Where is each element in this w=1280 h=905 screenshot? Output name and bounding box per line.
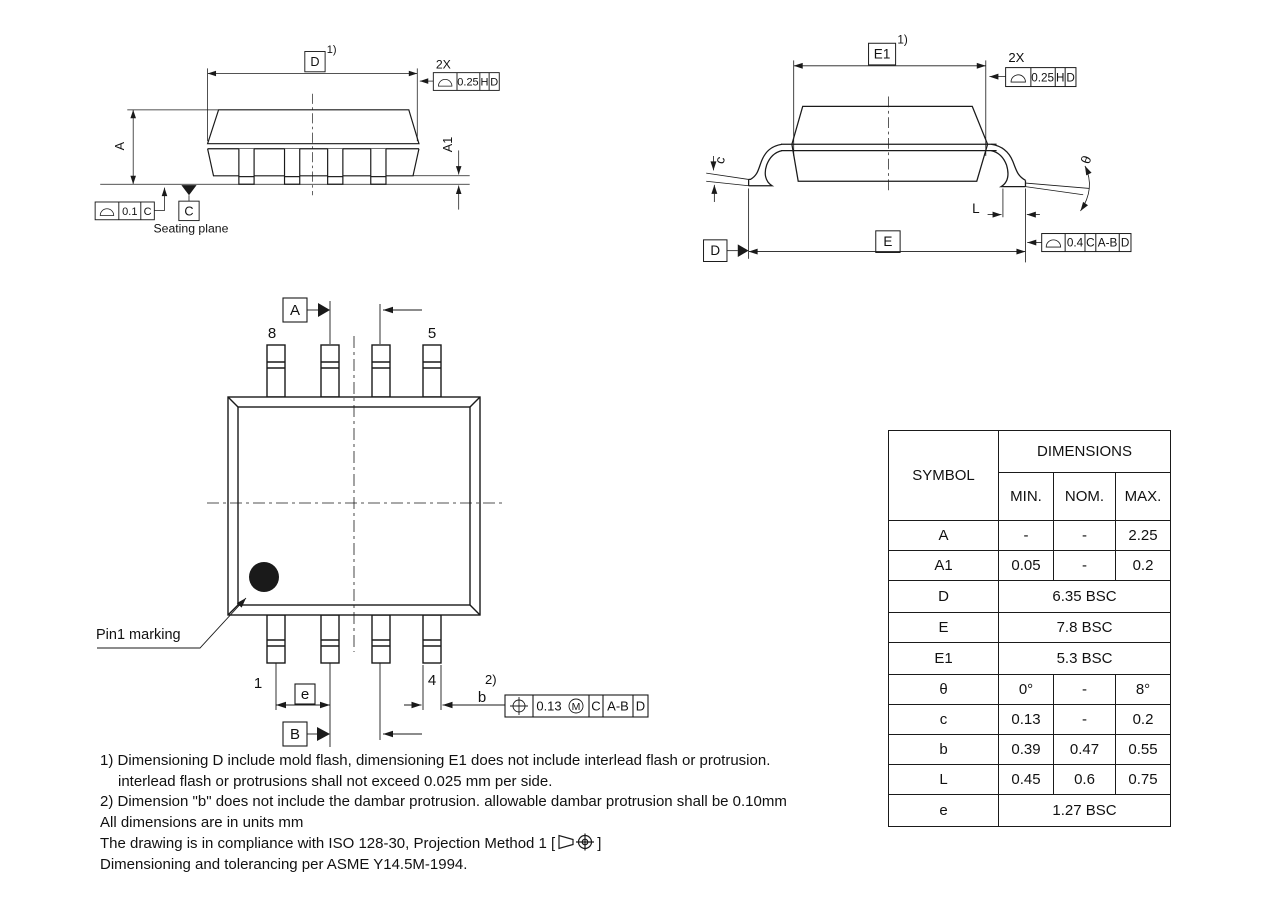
datum-c-label: C	[184, 204, 194, 219]
fcf-profile-0.4	[1027, 234, 1131, 252]
svg-text:M: M	[571, 701, 581, 713]
position-symbol-icon	[510, 697, 528, 715]
cell-nom: -	[1054, 675, 1116, 705]
note-projection-text: The drawing is in compliance with ISO 128-30, Projection Method 1 [	[100, 835, 556, 852]
fcf-tolerance: 0.4	[1066, 236, 1084, 250]
end-view-body	[781, 106, 997, 181]
dim-D-label: D	[310, 54, 320, 69]
cell-nom: 0.6	[1054, 765, 1116, 795]
end-view-drawing	[690, 25, 1195, 305]
note-ref-1: 1)	[897, 33, 908, 47]
pin1-marking-label: Pin1 marking	[96, 627, 181, 643]
col-header-symbol: SYMBOL	[889, 431, 999, 521]
note-units: All dimensions are in units mm	[100, 813, 304, 831]
fcf-datum-2: D	[490, 76, 499, 89]
fcf-datum-1: C	[143, 206, 152, 219]
table-row	[889, 581, 1171, 613]
left-lead	[749, 144, 782, 185]
fcf-profile-0.25	[989, 50, 1076, 86]
table-row	[889, 705, 1171, 735]
fcf-datum-2: A-B	[1097, 236, 1118, 250]
table-header-row	[889, 431, 1171, 473]
cell-span-value: 5.3 BSC	[999, 643, 1171, 675]
profile-of-line-icon	[100, 209, 114, 216]
dim-A-label: A	[112, 141, 127, 151]
pin-1-label: 1	[253, 675, 263, 692]
cell-span-value: 1.27 BSC	[999, 795, 1171, 827]
top-view-drawing	[85, 290, 660, 765]
cell-symbol: c	[889, 705, 999, 735]
dimension-A1	[413, 137, 470, 210]
cell-symbol: L	[889, 765, 999, 795]
cell-symbol: D	[889, 581, 999, 613]
datum-d-triangle-icon	[738, 244, 749, 257]
cell-nom: -	[1054, 521, 1116, 551]
note-projection-bracket: ]	[597, 835, 602, 852]
dim-E-label: E	[883, 234, 893, 250]
pin1-dot-icon	[249, 562, 279, 592]
note-1-line-1: 1) Dimensioning D include mold flash, dimensioning E1 does not include interlead flash or protrusion.	[100, 752, 771, 769]
datum-c-triangle-icon	[181, 185, 196, 195]
cell-min: 0.13	[999, 705, 1054, 735]
cell-nom: 0.47	[1054, 735, 1116, 765]
pin-4-label: 4	[427, 672, 437, 689]
first-angle-projection-icon	[556, 833, 596, 851]
cell-span-value: 7.8 BSC	[999, 613, 1171, 643]
datum-a	[283, 298, 422, 344]
cell-min: 0.45	[999, 765, 1054, 795]
fcf-datum-2: A-B	[607, 698, 629, 714]
table-row	[889, 643, 1171, 675]
drawing-notes	[100, 751, 880, 875]
note-2: 2) Dimension "b" does not include the dambar protrusion. allowable dambar protrusion shall be 0.10mm	[100, 793, 787, 810]
col-header-max: MAX.	[1116, 473, 1171, 521]
table-row	[889, 551, 1171, 581]
dim-b-label: b	[477, 689, 487, 706]
side-view-drawing	[85, 25, 550, 275]
datum-a-label: A	[289, 302, 301, 319]
cell-min: 0°	[999, 675, 1054, 705]
dimension-b	[404, 665, 505, 710]
datum-a-triangle-icon	[318, 303, 330, 317]
count-2x-label: 2X	[1008, 50, 1025, 66]
cell-max: 0.2	[1116, 705, 1171, 735]
fcf-tolerance: 0.1	[122, 206, 138, 219]
seating-plane	[100, 184, 469, 235]
fcf-datum-1: H	[1055, 71, 1065, 85]
table-row	[889, 521, 1171, 551]
dimension-E1	[794, 33, 986, 156]
mmc-modifier-icon	[569, 699, 583, 713]
cell-max: 0.2	[1116, 551, 1171, 581]
table-row	[889, 795, 1171, 827]
table-row	[889, 613, 1171, 643]
datum-b-label: B	[289, 726, 301, 743]
table-row	[889, 675, 1171, 705]
pin-8-label: 8	[267, 325, 277, 342]
note-1-line-2: interlead flash or protrusions shall not exceed 0.025 mm per side.	[118, 772, 553, 790]
fcf-tolerance: 0.25	[1031, 71, 1055, 85]
dim-L-label: L	[972, 200, 980, 216]
fcf-datum-1: C	[1086, 236, 1095, 250]
cell-nom: -	[1054, 705, 1116, 735]
dim-E1-label: E1	[873, 46, 891, 62]
cell-symbol: E1	[889, 643, 999, 675]
cell-symbol: b	[889, 735, 999, 765]
dimension-E	[749, 188, 1026, 258]
cell-max: 0.75	[1116, 765, 1171, 795]
fcf-datum-1: H	[480, 76, 489, 89]
cell-max: 8°	[1116, 675, 1171, 705]
cell-max: 0.55	[1116, 735, 1171, 765]
dim-theta-label: θ	[1077, 153, 1095, 166]
fcf-flatness-0.1	[95, 188, 164, 220]
note-ref-1: 1)	[326, 44, 337, 57]
dimensions-table	[888, 430, 1171, 827]
note-projection	[100, 833, 880, 855]
cell-symbol: A	[889, 521, 999, 551]
dimension-A	[113, 110, 219, 184]
cell-span-value: 6.35 BSC	[999, 581, 1171, 613]
cell-symbol: E	[889, 613, 999, 643]
fcf-datum-3: D	[635, 698, 646, 714]
dimension-theta	[1025, 154, 1094, 211]
table-row	[889, 735, 1171, 765]
pin-5-label: 5	[427, 325, 437, 342]
cell-max: 2.25	[1116, 521, 1171, 551]
dimension-c	[706, 155, 748, 202]
col-header-min: MIN.	[999, 473, 1054, 521]
profile-of-line-icon	[438, 79, 452, 86]
fcf-datum-3: D	[1120, 236, 1130, 250]
cell-nom: -	[1054, 551, 1116, 581]
datum-d-label: D	[710, 243, 721, 259]
seating-plane-label: Seating plane	[153, 221, 229, 236]
note-tolerancing: Dimensioning and tolerancing per ASME Y14.5M-1994.	[100, 855, 468, 873]
note-ref-2: 2)	[485, 672, 497, 687]
datum-d	[704, 240, 749, 262]
col-header-nom: NOM.	[1054, 473, 1116, 521]
count-2x-label: 2X	[435, 57, 451, 72]
cell-symbol: e	[889, 795, 999, 827]
datum-b-triangle-icon	[317, 727, 330, 741]
cell-symbol: A1	[889, 551, 999, 581]
cell-symbol: θ	[889, 675, 999, 705]
dim-A1-label: A1	[440, 136, 455, 153]
cell-min: 0.05	[999, 551, 1054, 581]
fcf-tolerance: 0.13	[536, 698, 562, 714]
dimension-D	[208, 44, 418, 141]
fcf-datum-2: D	[1066, 71, 1075, 85]
table-row	[889, 765, 1171, 795]
fcf-datum-1: C	[591, 698, 601, 714]
dimension-e	[276, 663, 330, 710]
cell-min: -	[999, 521, 1054, 551]
cell-min: 0.39	[999, 735, 1054, 765]
col-header-dimensions: DIMENSIONS	[999, 431, 1171, 473]
profile-of-line-icon	[1011, 75, 1025, 82]
fcf-tolerance: 0.25	[457, 76, 479, 89]
fcf-position-0.13	[505, 695, 648, 717]
fcf-profile-0.25	[420, 57, 499, 90]
profile-of-line-icon	[1046, 240, 1060, 247]
dim-e-label: e	[300, 686, 310, 703]
dim-c-label: c	[711, 155, 729, 166]
